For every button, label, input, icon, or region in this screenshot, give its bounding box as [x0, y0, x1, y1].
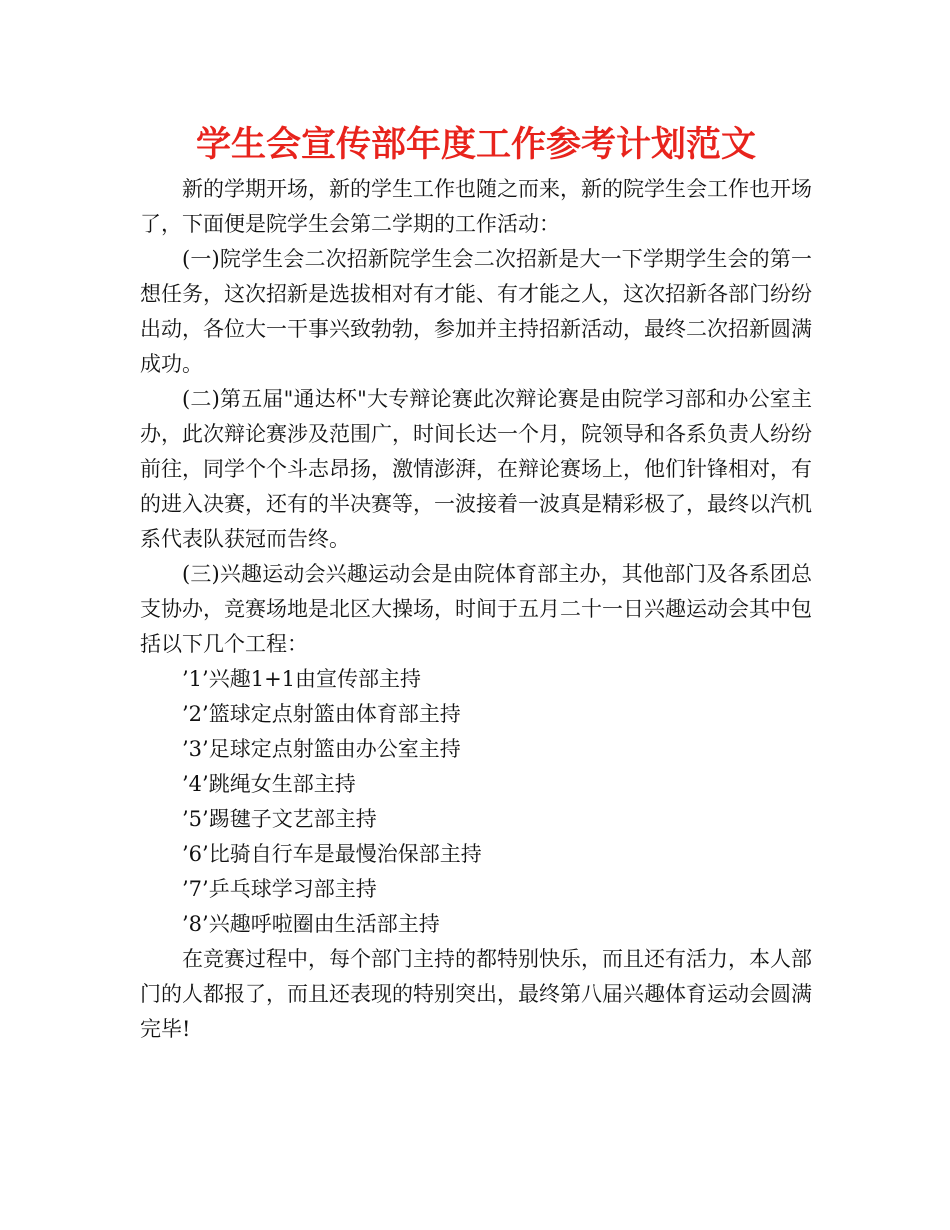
conclusion-paragraph: 在竞赛过程中，每个部门主持的都特别快乐，而且还有活力，本人部门的人都报了，而且还表现的特别突出，最终第八届兴趣体育运动会圆满完毕! — [140, 947, 812, 1041]
document-title: 学生会宣传部年度工作参考计划范文 — [195, 125, 756, 165]
section-3-paragraph: (三)兴趣运动会兴趣运动会是由院体育部主办，其他部门及各系团总支协办，竞赛场地是北区大操场，时间于五月二十一日兴趣运动会其中包括以下几个工程： — [140, 562, 812, 656]
event-item: ’7’乒乓球学习部主持 — [182, 877, 377, 901]
intro-paragraph: 新的学期开场，新的学生工作也随之而来，新的院学生会工作也开场了，下面便是院学生会第二学期的工作活动： — [140, 177, 812, 236]
event-item: ’4’跳绳女生部主持 — [182, 772, 356, 796]
event-item-list — [140, 662, 812, 942]
section-1-paragraph: (一)院学生会二次招新院学生会二次招新是大一下学期学生会的第一想任务，这次招新是选拔相对有才能、有才能之人，这次招新各部门纷纷出动，各位大一干事兴致勃勃，参加并主持招新活动，最终二次招新圆满成功。 — [140, 247, 812, 376]
event-item: ’8’兴趣呼啦圈由生活部主持 — [182, 912, 440, 936]
event-item: ’6’比骑自行车是最慢治保部主持 — [182, 842, 482, 866]
event-item: ’2’篮球定点射篮由体育部主持 — [182, 702, 461, 726]
event-item: ’5’踢毽子文艺部主持 — [182, 807, 377, 831]
document-page — [140, 118, 812, 1047]
event-item: ’1’兴趣1+1由宣传部主持 — [182, 667, 422, 691]
event-item: ’3’足球定点射篮由办公室主持 — [182, 737, 461, 761]
section-2-paragraph: (二)第五届"通达杯"大专辩论赛此次辩论赛是由院学习部和办公室主办，此次辩论赛涉及范围广，时间长达一个月，院领导和各系负责人纷纷前往，同学个个斗志昂扬，激情澎湃，在辩论赛场上，他们针锋相对，有的进入决赛，还有的半决赛等，一波接着一波真是精彩极了，最终以汽机系代表队获冠而告终。 — [140, 387, 812, 551]
